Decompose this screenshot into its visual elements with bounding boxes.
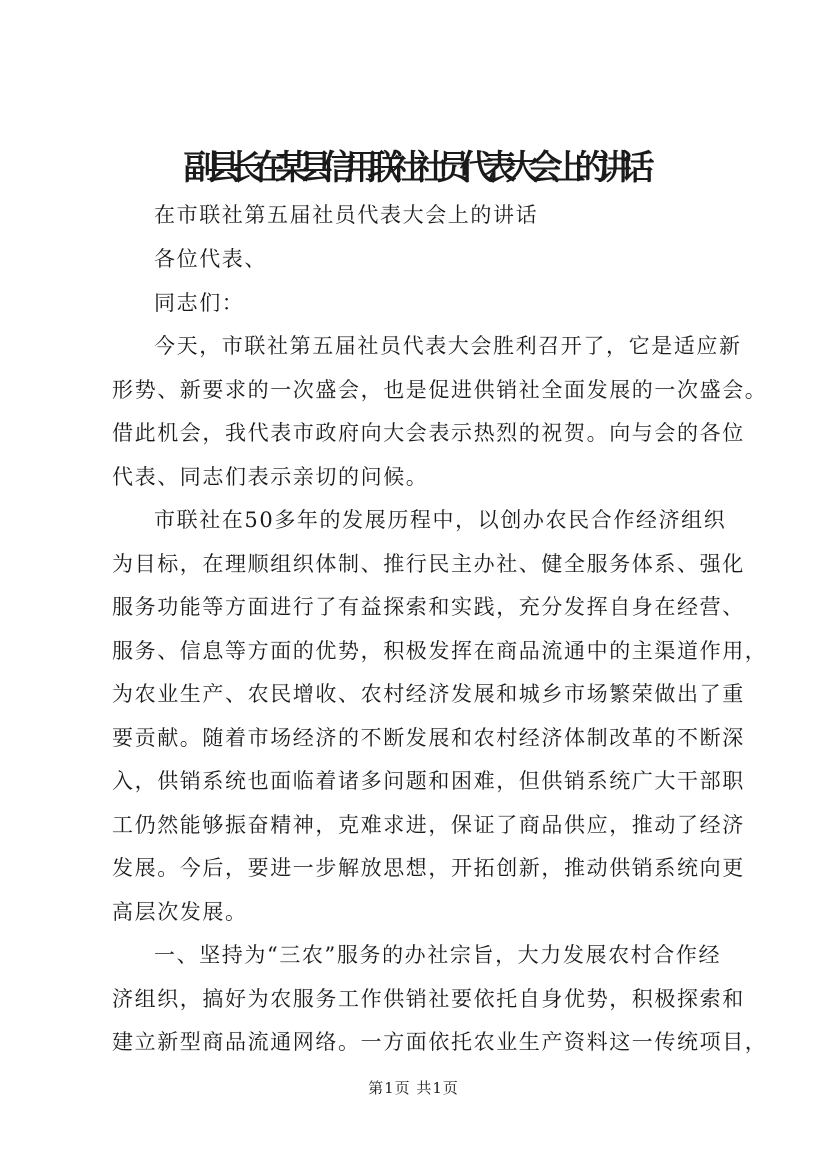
document-title: 副县长在某县信用联社社员代表大会上的讲话 [183,148,644,188]
body-text-line: 今天，市联社第五届社员代表大会胜利召开了，它是适应新 [154,334,742,358]
body-text-line: 服务、信息等方面的优势，积极发挥在商品流通中的主渠道作用， [112,639,768,663]
body-text-line: 发展。今后，要进一步解放思想，开拓创新，推动供销系统向更 [112,856,745,880]
body-text-line: 高层次发展。 [112,900,248,924]
body-text-line: 一、坚持为“三农”服务的办社宗旨，大力发展农村合作经 [154,943,722,967]
body-text-line: 为目标，在理顺组织体制、推行民主办社、健全服务体系、强化 [112,552,745,576]
salutation-line: 同志们： [154,291,245,315]
body-text-line: 工仍然能够振奋精神，克难求进，保证了商品供应，推动了经济 [112,813,745,837]
body-text-line: 市联社在50多年的发展历程中，以创办农民合作经济组织 [154,508,727,532]
body-text-line: 为农业生产、农民增收、农村经济发展和城乡市场繁荣做出了重 [112,682,745,706]
body-text-line: 入，供销系统也面临着诸多问题和困难，但供销系统广大干部职 [112,769,745,793]
body-text-line: 借此机会，我代表市政府向大会表示热烈的祝贺。向与会的各位 [112,421,745,445]
body-text-line: 济组织，搞好为农服务工作供销社要依托自身优势，积极探索和 [112,987,745,1011]
page-number-footer: 第1页 共1页 [368,1079,459,1097]
body-text-line: 建立新型商品流通网络。一方面依托农业生产资料这一传统项目， [112,1030,768,1054]
body-text-line: 形势、新要求的一次盛会，也是促进供销社全面发展的一次盛会。 [112,378,768,402]
body-text-line: 服务功能等方面进行了有益探索和实践，充分发挥自身在经营、 [112,595,745,619]
salutation-line: 各位代表、 [154,247,267,271]
body-text-line: 代表、同志们表示亲切的问候。 [112,465,429,489]
body-text-line: 要贡献。随着市场经济的不断发展和农村经济体制改革的不断深 [112,726,745,750]
subtitle-line: 在市联社第五届社员代表大会上的讲话 [154,203,539,227]
